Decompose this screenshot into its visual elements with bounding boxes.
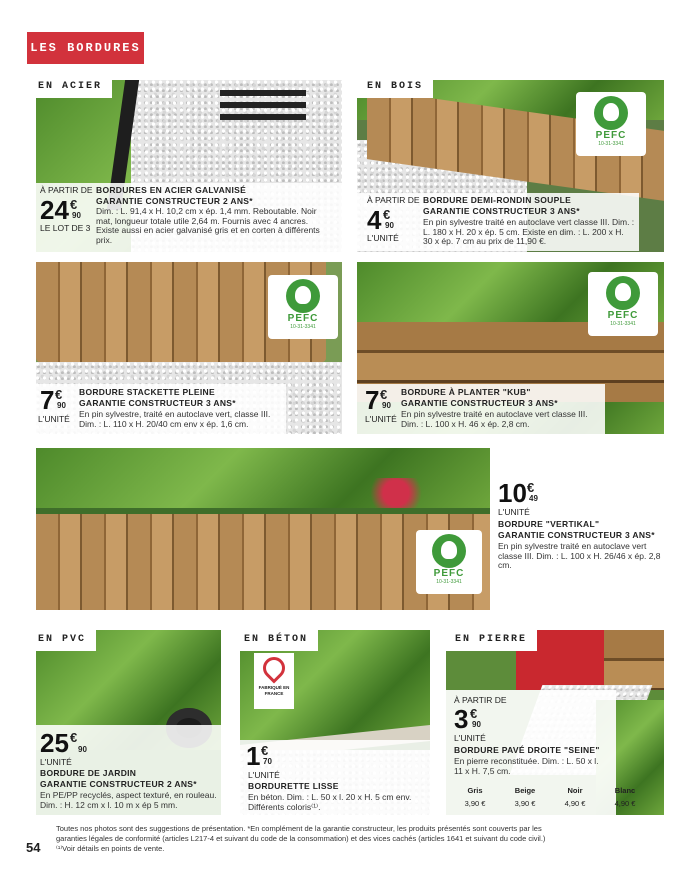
- currency: €: [70, 730, 78, 745]
- currency: €: [527, 480, 535, 495]
- location-pin-icon: [258, 652, 289, 683]
- product-acier: [36, 183, 342, 252]
- product-demirondin: [357, 193, 639, 251]
- price: 24: [40, 195, 69, 225]
- pefc-logo: PEFC 10-31-3341: [576, 92, 646, 156]
- color-noir: Noir: [567, 786, 583, 795]
- product-stackette: [36, 384, 286, 434]
- pefc-logo: PEFC 10-31-3341: [416, 530, 482, 594]
- currency: €: [383, 207, 391, 222]
- section-header: LES BORDURES: [27, 32, 144, 64]
- price-cents: 70: [263, 757, 272, 766]
- price: 3: [454, 704, 469, 734]
- product-jardin: [36, 725, 226, 815]
- price: 7: [365, 385, 380, 415]
- price-cents: 90: [78, 745, 87, 754]
- color-beige: Beige: [514, 786, 536, 795]
- product-guarantee: GARANTIE CONSTRUCTEUR 3 ANS*: [423, 206, 580, 216]
- product-desc: En pin sylvestre traité en autoclave vert classe III. Dim. : L. 100 x H. 46 x ép. 2,8 cm.: [401, 409, 588, 429]
- price-cents: 90: [57, 401, 66, 410]
- price-unit: L'UNITÉ: [498, 507, 530, 517]
- currency: €: [70, 197, 78, 212]
- currency: €: [470, 706, 478, 721]
- product-title: BORDURES EN ACIER GALVANISÉ: [96, 185, 247, 195]
- product-desc: En pin sylvestre traité en autoclave vert classe III. Dim. : L. 180 x H. 20 x ép. 5 cm. Existe en dim. : L. 200 x H. 30 x ép. 7 cm au prix de 11,90 €.: [423, 217, 635, 246]
- product-desc: En pin sylvestre traité en autoclave vert classe III. Dim. : L. 100 x H. 26/46 x ép. 2,8 cm.: [498, 541, 661, 570]
- product-title: BORDURE À PLANTER "KUB": [401, 387, 531, 397]
- price-prefix: À PARTIR DE: [454, 695, 507, 705]
- currency: €: [261, 743, 269, 758]
- product-desc: En PE/PP recyclés, aspect texturé, en rouleau. Dim. : H. 12 cm x l. 10 m x ép 5 mm.: [40, 790, 217, 810]
- price: 4: [367, 205, 382, 235]
- section-label-pvc: EN PVC: [28, 628, 96, 651]
- product-desc: En béton. Dim. : L. 50 x l. 20 x H. 5 cm env. Différents coloris⁽¹⁾.: [248, 792, 412, 812]
- product-title: BORDURE DE JARDIN: [40, 768, 137, 778]
- product-guarantee: GARANTIE CONSTRUCTEUR 3 ANS*: [498, 530, 655, 540]
- footer-line-2: garanties légales de conformité (articles L217-4 et suivant du code de la consommation) et des vices cachés (articles 1641 et suivant du code civil.): [56, 834, 546, 843]
- price-unit: L'UNITÉ: [38, 414, 70, 424]
- price-noir: 4,90 €: [564, 799, 586, 808]
- price: 1: [246, 741, 261, 771]
- price-table: [450, 784, 650, 810]
- product-desc: Dim. : L. 91,4 x H. 10,2 cm x ép. 1,4 mm. Reboutable. Noir mat, longueur totale utile 2,64 m. Fournis avec 4 ancres. Existe aussi en acier galvanisé gris et en corten à différents prix.: [96, 206, 320, 245]
- price-beige: 3,90 €: [514, 799, 536, 808]
- fabrique-en-france-badge: [254, 653, 294, 709]
- price-gris: 3,90 €: [464, 799, 486, 808]
- currency: €: [55, 387, 63, 402]
- product-guarantee: GARANTIE CONSTRUCTEUR 3 ANS*: [401, 398, 558, 408]
- price-blanc: 4,90 €: [614, 799, 636, 808]
- product-lisse: [240, 740, 430, 815]
- price-prefix: À PARTIR DE: [367, 195, 420, 205]
- price-cents: 90: [385, 221, 394, 230]
- product-guarantee: GARANTIE CONSTRUCTEUR 3 ANS*: [79, 398, 236, 408]
- section-label-beton: EN BÉTON: [234, 628, 318, 651]
- product-desc: En pierre reconstituée. Dim. : L. 50 x l. 11 x H. 7,5 cm.: [454, 756, 599, 776]
- product-title: BORDURE PAVÉ DROITE "SEINE": [454, 745, 600, 755]
- price-cents: 49: [529, 494, 538, 503]
- price-unit: L'UNITÉ: [365, 414, 397, 424]
- price-prefix: À PARTIR DE: [40, 185, 93, 195]
- product-title: BORDURE STACKETTE PLEINE: [79, 387, 215, 397]
- section-label-bois: EN BOIS: [357, 75, 433, 98]
- page-number: 54: [26, 840, 41, 855]
- product-guarantee: GARANTIE CONSTRUCTEUR 2 ANS*: [96, 196, 253, 206]
- product-kub: [357, 384, 605, 434]
- price-unit: LE LOT DE 3: [40, 223, 91, 233]
- product-vertikal: [497, 480, 677, 600]
- price-unit: L'UNITÉ: [367, 233, 399, 243]
- footer-line-1: Toutes nos photos sont des suggestions de présentation. *En complément de la garantie constructeur, les produits présentés sont couverts par les: [56, 824, 542, 833]
- price: 7: [40, 385, 55, 415]
- footer-text: [56, 824, 686, 854]
- currency: €: [380, 387, 388, 402]
- price: 25: [40, 728, 69, 758]
- price-unit: L'UNITÉ: [454, 733, 486, 743]
- price: 10: [498, 478, 527, 508]
- footer-line-3: ⁽¹⁾Voir détails en points de vente.: [56, 844, 165, 853]
- product-title: BORDURE DEMI-RONDIN SOUPLE: [423, 195, 572, 205]
- badge-text: FABRIQUÉ EN FRANCE: [258, 685, 290, 696]
- section-label-acier: EN ACIER: [28, 75, 112, 98]
- price-cents: 90: [472, 720, 481, 729]
- product-guarantee: GARANTIE CONSTRUCTEUR 2 ANS*: [40, 779, 197, 789]
- color-gris: Gris: [467, 786, 483, 795]
- price-unit: L'UNITÉ: [248, 770, 280, 780]
- color-blanc: Blanc: [614, 786, 636, 795]
- pefc-logo: PEFC 10-31-3341: [588, 272, 658, 336]
- price-cents: 90: [382, 401, 391, 410]
- price-cents: 90: [72, 211, 81, 220]
- pefc-logo: PEFC 10-31-3341: [268, 275, 338, 339]
- product-title: BORDURE "VERTIKAL": [498, 519, 600, 529]
- product-title: BORDURETTE LISSE: [248, 781, 339, 791]
- product-desc: En pin sylvestre, traité en autoclave vert, classe III. Dim. : L. 110 x H. 20/40 cm env x ép. 1,6 cm.: [79, 409, 271, 429]
- price-unit: L'UNITÉ: [40, 757, 72, 767]
- section-label-pierre: EN PIERRE: [445, 628, 537, 651]
